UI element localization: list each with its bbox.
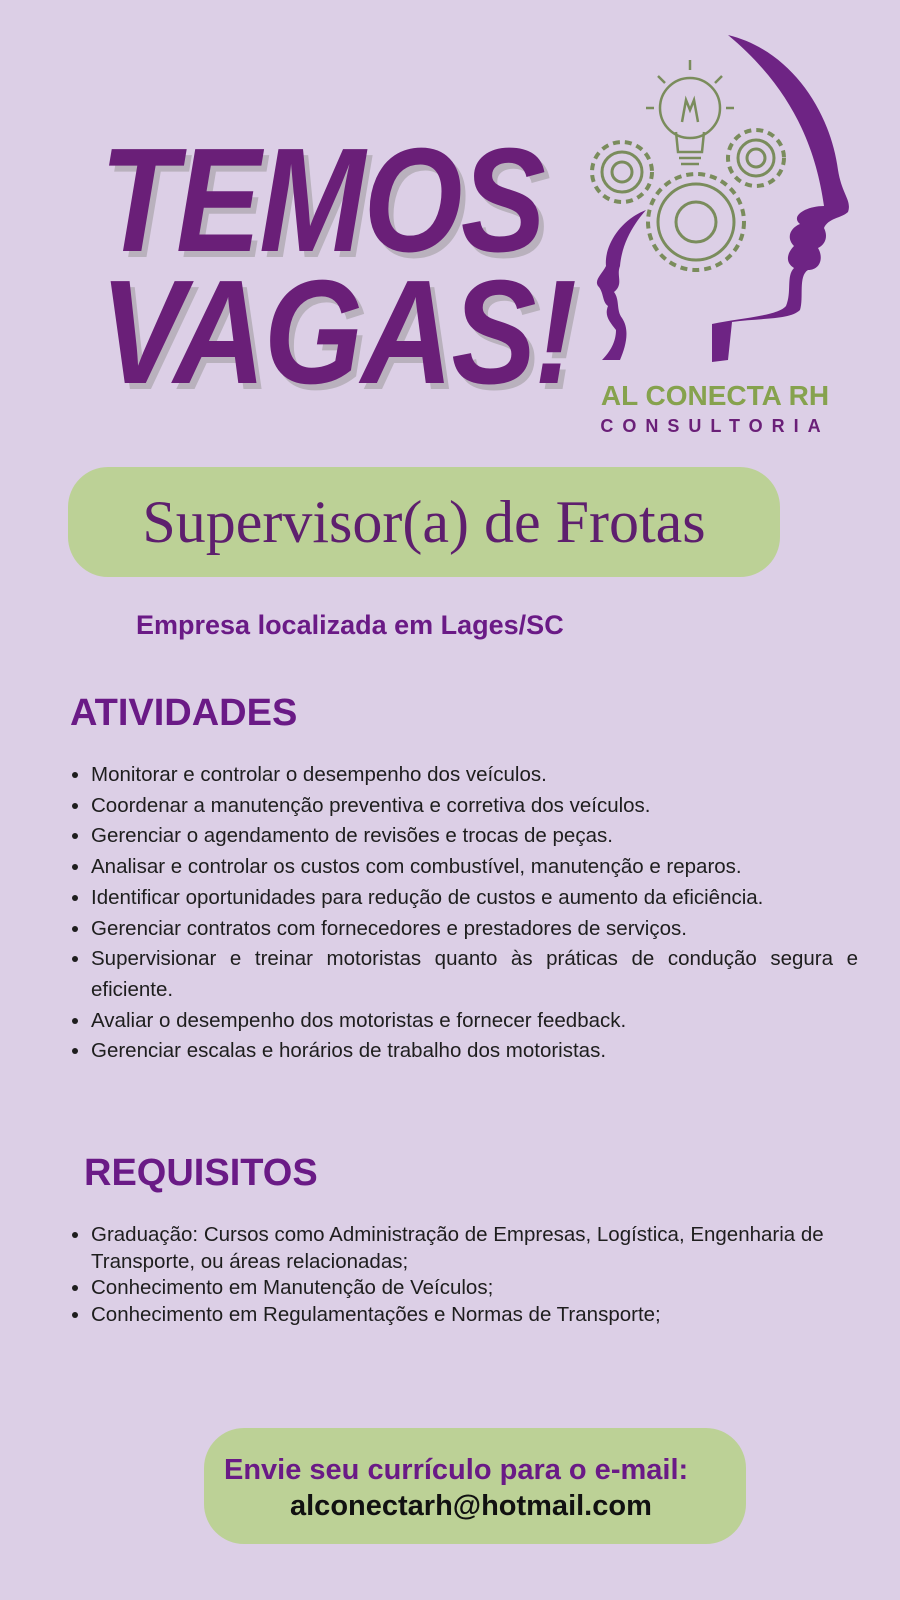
list-item: • Analisar e controlar os custos com combustível, manutenção e reparos. <box>91 852 858 883</box>
contact-banner <box>204 1428 746 1544</box>
list-item: • Conhecimento em Regulamentações e Normas de Transporte; <box>91 1302 891 1329</box>
requirements-heading: REQUISITOS <box>84 1152 318 1194</box>
activities-list <box>70 760 858 1067</box>
contact-email[interactable]: alconectarh@hotmail.com <box>290 1490 652 1522</box>
list-item: • Supervisionar e treinar motoristas quanto às práticas de condução segura e eficiente. <box>91 944 858 1005</box>
list-item: • Avaliar o desempenho dos motoristas e fornecer feedback. <box>91 1006 858 1037</box>
list-item: • Conhecimento em Manutenção de Veículos; <box>91 1275 891 1302</box>
requirements-list <box>70 1222 891 1328</box>
headline <box>100 118 576 415</box>
list-item: • Coordenar a manutenção preventiva e corretiva dos veículos. <box>91 791 858 822</box>
list-item: • Identificar oportunidades para redução de custos e aumento da eficiência. <box>91 883 858 914</box>
list-item: • Gerenciar escalas e horários de trabalho dos motoristas. <box>91 1036 858 1067</box>
job-title-banner <box>68 467 780 577</box>
list-item: • Gerenciar contratos com fornecedores e prestadores de serviços. <box>91 914 858 945</box>
logo-name: AL CONECTA RH <box>600 380 830 411</box>
headline-line-2: VAGAS! <box>100 250 576 415</box>
logo-heads-gears-icon <box>580 30 870 440</box>
list-item: • Gerenciar o agendamento de revisões e trocas de peças. <box>91 821 858 852</box>
list-item: • Graduação: Cursos como Administração de Empresas, Logística, Engenharia de Transporte, ou áreas relacionadas; <box>91 1222 891 1275</box>
logo-tagline: CONSULTORIA <box>600 416 830 436</box>
list-item: • Monitorar e controlar o desempenho dos veículos. <box>91 760 858 791</box>
contact-label: Envie seu currículo para o e-mail: <box>224 1454 689 1486</box>
company-location: Empresa localizada em Lages/SC <box>136 610 564 640</box>
job-title: Supervisor(a) de Frotas <box>142 488 706 555</box>
activities-heading: ATIVIDADES <box>70 692 298 734</box>
headline-line-1: TEMOS <box>100 118 544 283</box>
